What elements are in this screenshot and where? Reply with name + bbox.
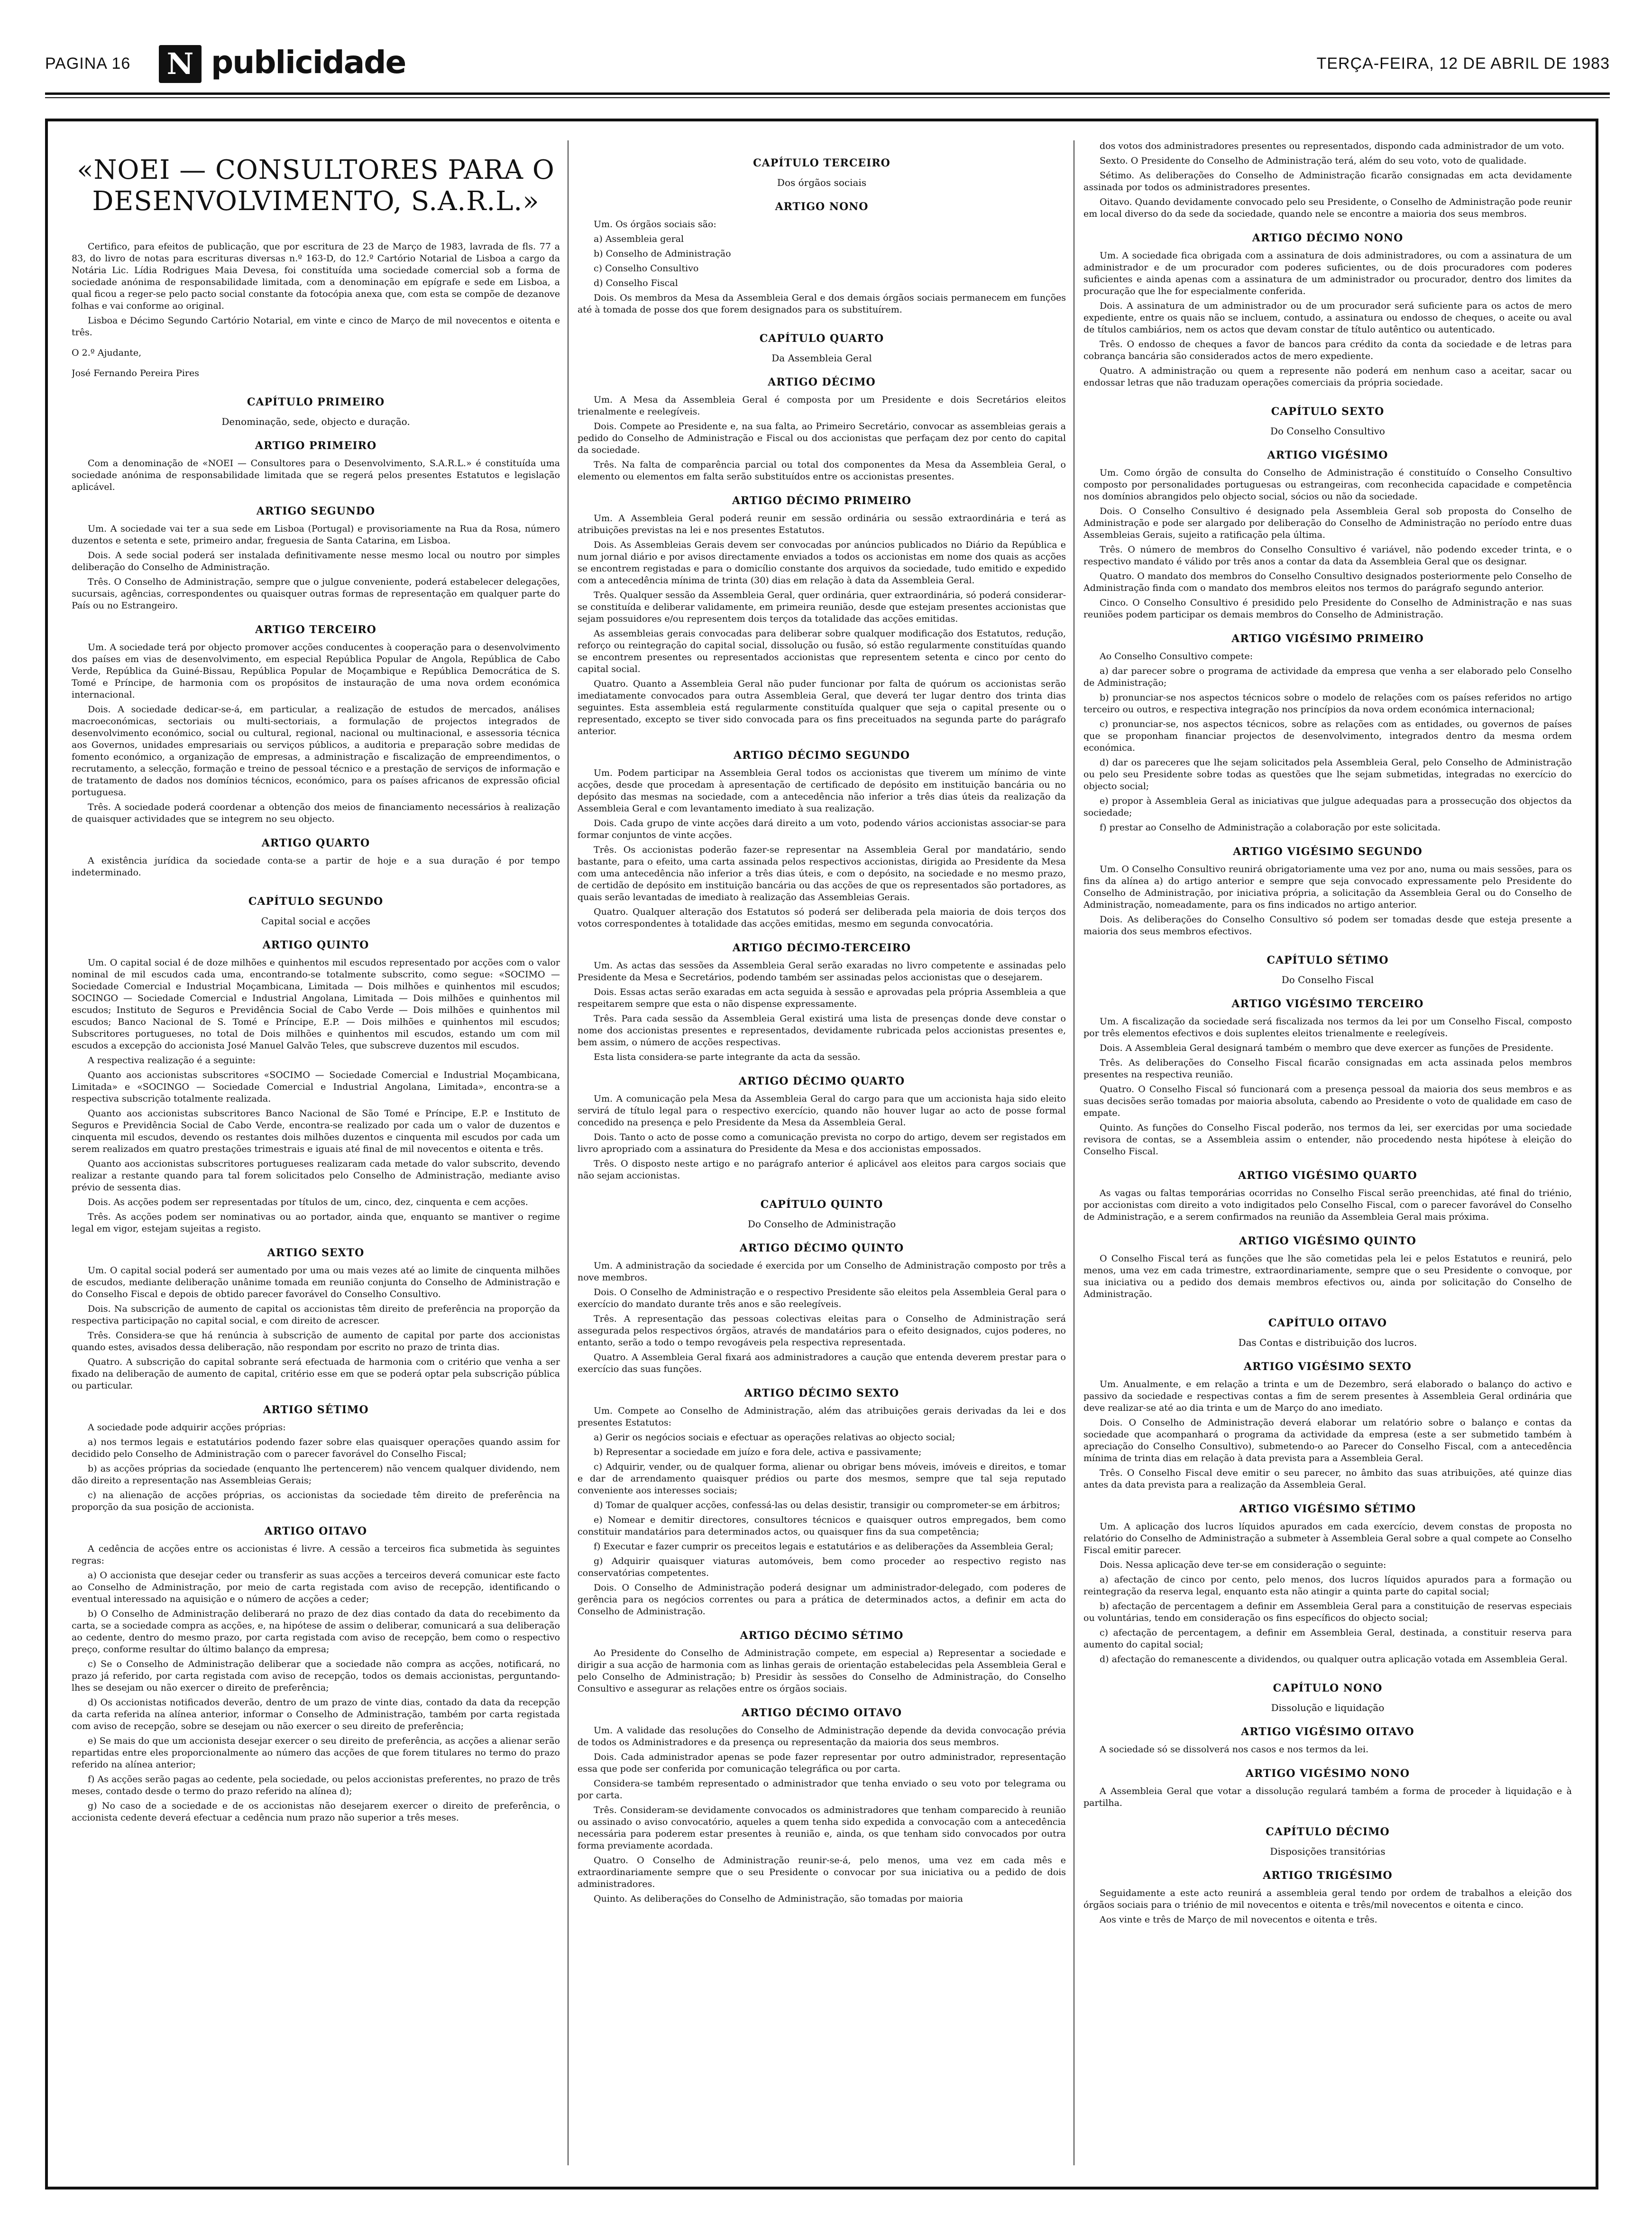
clause-paragraph: e) Se mais do que um accionista desejar exercer o seu direito de preferência, as acções a alienar serão repartidas entre eles proporcionalmente ao número das acções de que forem titulares no termo do prazo referido na alínea anterior; (72, 1736, 560, 1770)
clause-paragraph: Um. A administração da sociedade é exercida por um Conselho de Administração composto por três a nove membros. (578, 1260, 1066, 1283)
clause-paragraph: Três. A representação das pessoas colectivas eleitas para o Conselho de Administração será assegurada pelos respectivos órgãos, através de mandatários para o efeito designados, cujos poderes, no entanto, serão a todo o tempo revogáveis pela respectiva representada. (578, 1314, 1066, 1348)
clause-paragraph: c) afectação de percentagem, a definir em Assembleia Geral, destinada, a constituir reserva para aumento do capital social; (1083, 1628, 1572, 1650)
clause-paragraph: Um. A sociedade fica obrigada com a assinatura de dois administradores, ou com a assinatura de um administrador e de um procurador com poderes suficientes, ou de dois procuradores com poderes suficientes e ainda apenas com a assinatura de um administrador ou procurador, dentro dos limites da procuração que lhe for especialmente conferida. (1083, 250, 1572, 296)
column-2 (578, 140, 1066, 2165)
article-heading: ARTIGO DÉCIMO SEXTO (744, 1387, 899, 1399)
clause-paragraph: Dois. Essas actas serão exaradas em acta seguida à sessão e aprovadas pela própria Assembleia a que respeitarem sempre que esta o não dispense expressamente. (578, 987, 1066, 1009)
clause-paragraph: Com a denominação de «NOEI — Consultores para o Desenvolvimento, S.A.R.L.» é constituída uma sociedade anónima de responsabilidade limitada que se regerá pelos presentes Estatutos e legislação aplicável. (72, 458, 560, 492)
clause-paragraph: f) Executar e fazer cumprir os preceitos legais e estatutários e as deliberações da Assembleia Geral; (594, 1541, 1054, 1552)
clause-paragraph: Dois. O Conselho de Administração e o respectivo Presidente são eleitos pela Assembleia Geral para o exercício do mandato durante três anos e são reelegíveis. (578, 1287, 1066, 1309)
clause-paragraph: g) No caso de a sociedade e de os accionistas não desejarem exercer o direito de preferência, o accionista cedente deverá efectuar a cedência num prazo não superior a três meses. (72, 1801, 560, 1823)
clause-paragraph: Ao Conselho Consultivo compete: (1100, 651, 1253, 662)
clause-paragraph: Esta lista considera-se parte integrante da acta da sessão. (594, 1052, 861, 1062)
clause-paragraph: Dois. As Assembleias Gerais devem ser convocadas por anúncios publicados no Diário da República e num jornal diário e por avisos directamente enviados a todos os accionistas em nome dos quais as acções se encontrem registadas e para o domicílio constante dos arquivos da sociedade, tudo emitido e expedido com a antecedência mínima de trinta (30) dias em relação à data da Assembleia Geral. (578, 540, 1066, 586)
clause-paragraph: Um. As actas das sessões da Assembleia Geral serão exaradas no livro competente e assinadas pelo Presidente da Mesa e Secretários, podendo também ser assinadas pelos accionistas que o desejarem. (578, 960, 1066, 983)
clause-paragraph: Quatro. Quanto a Assembleia Geral não puder funcionar por falta de quórum os accionistas serão imediatamente convocados para outra Assembleia Geral, que deverá ter lugar dentro dos trinta dias seguintes. Esta assembleia está regularmente constituída qualquer que seja o capital presente ou o representado, excepto se tiver sido convocada para os fins preceituados na segunda parte do parágrafo anterior. (578, 679, 1066, 736)
clause-paragraph: c) na alienação de acções próprias, os accionistas da sociedade têm direito de preferência na proporção da sua posição de accionista. (72, 1490, 560, 1512)
column-divider (568, 140, 569, 2165)
clause-paragraph: Dois. As deliberações do Conselho Consultivo só podem ser tomadas desde que esteja presente a maioria dos seus membros efectivos. (1083, 914, 1572, 937)
column-1 (72, 140, 560, 2165)
article-heading: ARTIGO VIGÉSIMO QUINTO (1239, 1235, 1416, 1247)
clause-paragraph: Sexto. O Presidente do Conselho de Administração terá, além do seu voto, voto de qualidade. (1100, 156, 1527, 166)
article-heading: ARTIGO VIGÉSIMO SEGUNDO (1233, 846, 1423, 858)
clause-paragraph: Três. Qualquer sessão da Assembleia Geral, quer ordinária, quer extraordinária, só poderá considerar-se constituída e deliberar validamente, em primeira reunião, desde que estejam presentes accionistas que sejam possuidores e/ou representem dois terços da totalidade das acções emitidas. (578, 590, 1066, 624)
clause-paragraph: Um. A aplicação dos lucros líquidos apurados em cada exercício, devem constas de proposta no relatório do Conselho de Administração a submeter à Assembleia Geral sobre a qual compete ao Conselho Fiscal emitir parecer. (1083, 1521, 1572, 1555)
clause-paragraph: As assembleias gerais convocadas para deliberar sobre qualquer modificação dos Estatutos, redução, reforço ou reintegração do capital social, dissolução ou fusão, só estão regularmente constituídas quando se encontrem presentes ou representados accionistas que representem setenta e cinco por cento do capital social. (578, 628, 1066, 674)
article-heading: ARTIGO NONO (775, 201, 869, 213)
clause-paragraph: Dois. O Conselho de Administração poderá designar um administrador-delegado, com poderes de gerência para os negócios correntes ou para a prática de determinados actos, a definir em acta do Conselho de Administração. (578, 1582, 1066, 1617)
page-number: PAGINA 16 (45, 55, 131, 73)
clause-paragraph: Dois. A sociedade dedicar-se-á, em particular, a realização de estudos de mercados, análises macroeconómicas, sectoriais ou multi-sectoriais, a formulação de projectos integrados de desenvolvimento económico, social ou cultural, regional, nacional ou multinacional, e assessoria técnica aos Governos, unidades empresariais ou serviços públicos, a auditoria e preparação sobre medidas de fomento económico, a organização de empresas, a administração e fiscalização de empreendimentos, o recrutamento, a selecção, formação e treino de pessoal técnico e a prestação de serviços de informação e de tratamento de dados nos domínios técnicos, económico, para os países africanos de expressão oficial portuguesa. (72, 704, 560, 798)
clause-paragraph: Um. Compete ao Conselho de Administração, além das atribuições gerais derivadas da lei e dos presentes Estatutos: (578, 1406, 1066, 1428)
chapter-heading: CAPÍTULO DÉCIMO (1266, 1826, 1390, 1838)
article-heading: ARTIGO DÉCIMO QUARTO (738, 1075, 905, 1087)
clause-paragraph: A existência jurídica da sociedade conta-se a partir de hoje e a sua duração é por tempo indeterminado. (72, 856, 560, 878)
clause-paragraph: Oitavo. Quando devidamente convocado pelo seu Presidente, o Conselho de Administração pode reunir em local diverso do da sede da sociedade, quando nele se encontre a maioria dos seus membros. (1083, 197, 1572, 219)
chapter-heading: CAPÍTULO OITAVO (1268, 1317, 1387, 1329)
intro-paragraph: Lisboa e Décimo Segundo Cartório Notarial, em vinte e cinco de Março de mil novecentos e oitenta e três. (72, 315, 560, 338)
clause-paragraph: Um. Anualmente, e em relação a trinta e um de Dezembro, será elaborado o balanço do activo e passivo da sociedade e respectivas contas a fim de serem presentes à Assembleia Geral ordinária que deve realizar-se até ao dia trinta e um de Março do ano imediato. (1083, 1379, 1572, 1413)
clause-paragraph: A Assembleia Geral que votar a dissolução regulará também a forma de proceder à liquidação e à partilha. (1083, 1786, 1572, 1808)
article-heading: ARTIGO VIGÉSIMO (1267, 449, 1388, 461)
clause-paragraph: Três. Na falta de comparência parcial ou total dos componentes da Mesa da Assembleia Geral, o elemento ou elementos em falta serão substituídos entre os accionistas presentes. (578, 460, 1066, 482)
article-heading: ARTIGO VIGÉSIMO TERCEIRO (1231, 998, 1424, 1010)
chapter-subtitle: Dos órgãos sociais (777, 177, 867, 188)
clause-paragraph: c) pronunciar-se, nos aspectos técnicos, sobre as relações com as entidades, ou governos de países que se proponham financiar projectos de desenvolvimento, integrados dentro da mesma ordem económica. (1083, 719, 1572, 753)
article-heading: ARTIGO VIGÉSIMO SEXTO (1244, 1361, 1412, 1373)
clause-paragraph: Dois. Nessa aplicação deve ter-se em consideração o seguinte: (1100, 1560, 1386, 1570)
article-heading: ARTIGO SEXTO (267, 1247, 365, 1259)
chapter-subtitle: Denominação, sede, objecto e duração. (221, 416, 410, 427)
clause-paragraph: a) Assembleia geral (594, 234, 684, 244)
clause-paragraph: Aos vinte e três de Março de mil novecentos e oitenta e três. (1100, 1914, 1377, 1925)
clause-paragraph: Três. Os accionistas poderão fazer-se representar na Assembleia Geral por mandatário, sendo bastante, para o efeito, uma carta assinada pelos respectivos accionistas, dirigida ao Presidente da Mesa com uma antecedência não inferior a três dias úteis, e com o depósito, na sociedade e no mesmo prazo, de certidão de depósito em instituição bancária ou das acções de que os representados são portadores, as quais serão levantadas de imediato à realização das Assembleias Gerais. (578, 845, 1066, 902)
clause-paragraph: Quanto aos accionistas subscritores portugueses realizaram cada metade do valor subscrito, devendo realizar a restante quando para tal forem solicitados pelo Conselho de Administração, mediante aviso prévio de sessenta dias. (72, 1159, 560, 1193)
clause-paragraph: Três. As acções podem ser nominativas ou ao portador, ainda que, enquanto se mantiver o regime legal em vigor, estejam sujeitas a registo. (72, 1212, 560, 1234)
article-heading: ARTIGO TRIGÉSIMO (1263, 1869, 1393, 1882)
clause-paragraph: Quatro. O mandato dos membros do Conselho Consultivo designados posteriormente pelo Conselho de Administração finda com o mandato dos membros eleitos nos termos do parágrafo segundo anterior. (1083, 571, 1572, 593)
clause-paragraph: Dois. Os membros da Mesa da Assembleia Geral e dos demais órgãos sociais permanecem em funções até à tomada de posse dos que forem designados para os substituírem. (578, 293, 1066, 315)
clause-paragraph: e) propor à Assembleia Geral as iniciativas que julgue adequadas para a prossecução dos objectos da sociedade; (1083, 796, 1572, 818)
clause-paragraph: a) afectação de cinco por cento, pelo menos, dos lucros líquidos apurados para a formação ou reintegração da reserva legal, enquanto esta não atingir a quinta parte do capital social; (1083, 1574, 1572, 1597)
chapter-subtitle: Do Conselho Fiscal (1281, 974, 1374, 985)
clause-paragraph: d) afectação do remanescente a dividendos, ou qualquer outra aplicação votada em Assembleia Geral. (1100, 1654, 1568, 1665)
clause-paragraph: e) Nomear e demitir directores, consultores técnicos e quaisquer outros empregados, bem como constituir mandatários para determinados actos, ou quaisquer fins da sua competência; (578, 1515, 1066, 1537)
clause-paragraph: Quatro. O Conselho Fiscal só funcionará com a presença pessoal da maioria dos seus membros e as suas decisões serão tomadas por maioria absoluta, cabendo ao Presidente o voto de qualidade em caso de empate. (1083, 1084, 1572, 1118)
clause-paragraph: Três. O número de membros do Conselho Consultivo é variável, não podendo exceder trinta, e o respectivo mandato é válido por três anos a contar da data da Assembleia Geral que os designar. (1083, 544, 1572, 567)
clause-paragraph: Quatro. A subscrição do capital sobrante será efectuada de harmonia com o critério que venha a ser fixado na deliberação de aumento de capital, critério esse em que se poderá optar pela subscrição pública ou particular. (72, 1357, 560, 1391)
article-heading: ARTIGO VIGÉSIMO SÉTIMO (1239, 1503, 1416, 1515)
clause-paragraph: d) Tomar de qualquer acções, confessá-las ou delas desistir, transigir ou comprometer-se em árbitros; (594, 1500, 1060, 1510)
ad-title: «NOEI — CONSULTORES PARA O DESENVOLVIMENTO, S.A.R.L.» (77, 155, 555, 217)
clause-paragraph: Três. As deliberações do Conselho Fiscal ficarão consignadas em acta assinada pelos membros presentes na respectiva reunião. (1083, 1058, 1572, 1080)
clause-paragraph: d) dar os pareceres que lhe sejam solicitados pela Assembleia Geral, pelo Conselho de Administração ou pelo seu Presidente sobre todas as questões que lhe sejam submetidas, integradas no exercício do objecto social; (1083, 757, 1572, 791)
clause-paragraph: b) as acções próprias da sociedade (enquanto lhe pertencerem) não vencem qualquer dividendo, nem dão direito a representação nas Assembleias Gerais; (72, 1463, 560, 1486)
clause-paragraph: Três. O endosso de cheques a favor de bancos para crédito da conta da sociedade e de letras para cobrança bancária são considerados actos de mero expediente. (1083, 339, 1572, 361)
masthead-rule-thin (45, 97, 1610, 98)
clause-paragraph: Um. A sociedade vai ter a sua sede em Lisboa (Portugal) e provisoriamente na Rua da Rosa, número duzentos e setenta e sete, primeiro andar, freguesia de Santa Catarina, em Lisboa. (72, 524, 560, 546)
clause-paragraph: Três. O Conselho Fiscal deve emitir o seu parecer, no âmbito das suas atribuições, até quinze dias antes da data prevista para a realização da Assembleia Geral. (1083, 1468, 1572, 1490)
clause-paragraph: d) Os accionistas notificados deverão, dentro de um prazo de vinte dias, contado da data da recepção da carta referida na alínea anterior, informar o Conselho de Administração, também por carta registada com aviso de recepção, sobre se desejam ou não exercer o seu direito de preferência; (72, 1697, 560, 1731)
clause-paragraph: c) Se o Conselho de Administração deliberar que a sociedade não compra as acções, notificará, no prazo já referido, por carta registada com aviso de recepção, todos os demais accionistas, perguntando-lhes se desejam ou não exercer o direito de preferência; (72, 1659, 560, 1693)
clause-paragraph: A respectiva realização é a seguinte: (88, 1055, 256, 1066)
clause-paragraph: b) Conselho de Administração (594, 248, 731, 259)
article-heading: ARTIGO DÉCIMO OITAVO (741, 1707, 902, 1719)
section-title: publicidade (211, 44, 406, 81)
clause-paragraph: A sociedade só se dissolverá nos casos e nos termos da lei. (1100, 1744, 1369, 1755)
column-1-body (72, 396, 560, 1824)
clause-paragraph: A cedência de acções entre os accionistas é livre. A cessão a terceiros fica submetida às seguintes regras: (72, 1544, 560, 1566)
clause-paragraph: c) Adquirir, vender, ou de qualquer forma, alienar ou obrigar bens móveis, imóveis e direitos, e tomar e dar de arrendamento quaisquer prédios ou parte dos mesmos, sempre que tal seja reputado conveniente aos interesses sociais; (578, 1462, 1066, 1496)
clause-paragraph: dos votos dos administradores presentes ou representados, dispondo cada administrador de um voto. (1100, 141, 1564, 151)
clause-paragraph: Quatro. A administração ou quem a represente não poderá em nenhum caso a aceitar, sacar ou endossar letras que não traduzam operações comerciais da própria sociedade. (1083, 366, 1572, 388)
clause-paragraph: Três. Para cada sessão da Assembleia Geral existirá uma lista de presenças donde deve constar o nome dos accionistas presentes e representados, devidamente rubricada pelos accionistas presentes e, bem assim, o número de acções respectivas. (578, 1013, 1066, 1048)
clause-paragraph: Dois. Cada grupo de vinte acções dará direito a um voto, podendo vários accionistas associar-se para formar conjuntos de vinte acções. (578, 818, 1066, 840)
clause-paragraph: a) Gerir os negócios sociais e efectuar as operações relativas ao objecto social; (594, 1432, 955, 1443)
clause-paragraph: As vagas ou faltas temporárias ocorridas no Conselho Fiscal serão preenchidas, até final do triénio, por accionistas com direito a voto indigitados pelo Conselho Fiscal, com o parecer favorável do Conselho de Administração, e a serem confirmados na reunião da Assembleia Geral mais próxima. (1083, 1188, 1572, 1222)
clause-paragraph: g) Adquirir quaisquer viaturas automóveis, bem como proceder ao respectivo registo nas conservatórias competentes. (578, 1556, 1066, 1578)
chapter-heading: CAPÍTULO SEXTO (1271, 405, 1385, 418)
clause-paragraph: f) prestar ao Conselho de Administração a colaboração por este solicitada. (1100, 822, 1441, 833)
clause-paragraph: Um. A sociedade terá por objecto promover acções conducentes à cooperação para o desenvolvimento dos países em vias de desenvolvimento, em especial República Popular de Angola, República de Cabo Verde, República da Guiné-Bissau, República Popular de Moçambique e República Democrática de S. Tomé e Príncipe, de harmonia com os propósitos de instauração de uma nova ordem económica internacional. (72, 642, 560, 700)
clause-paragraph: Quatro. Qualquer alteração dos Estatutos só poderá ser deliberada pela maioria de dois terços dos votos correspondentes à totalidade das acções emitidas, mesmo em segunda convocatória. (578, 907, 1066, 929)
newspaper-logo-icon: N (159, 45, 202, 83)
chapter-subtitle: Disposições transitórias (1270, 1846, 1386, 1857)
clause-paragraph: Quanto aos accionistas subscritores Banco Nacional de São Tomé e Príncipe, E.P. e Instituto de Seguros e Previdência Social de Cabo Verde, encontra-se realizado por cada um o valor de duzentos e cinquenta mil escudos, devendo os restantes dois milhões duzentos e cinquenta mil escudos por cada um serem realizados em quatro prestações trimestrais e iguais até final de mil novecentos e oitenta e três. (72, 1108, 560, 1154)
chapter-subtitle: Das Contas e distribuição dos lucros. (1238, 1337, 1417, 1348)
chapter-subtitle: Do Conselho de Administração (747, 1218, 896, 1230)
article-heading: ARTIGO QUINTO (262, 939, 369, 951)
clause-paragraph: Dois. Compete ao Presidente e, na sua falta, ao Primeiro Secretário, convocar as assembleias gerais a pedido do Conselho de Administração e Fiscal ou dos accionistas que perfaçam dez por cento do capital da sociedade. (578, 421, 1066, 455)
article-heading: ARTIGO VIGÉSIMO NONO (1245, 1767, 1410, 1780)
clause-paragraph: Um. Podem participar na Assembleia Geral todos os accionistas que tiverem um mínimo de vinte acções, desde que procedam à apresentação de certificado de depósito em instituição bancária ou no depósito das mesmas na sociedade, com a antecedência não inferior a três dias úteis da realização da Assembleia Geral e com levantamento imediato à sua realização. (578, 768, 1066, 814)
clause-paragraph: Dois. A sede social poderá ser instalada definitivamente nesse mesmo local ou noutro por simples deliberação do Conselho de Administração. (72, 550, 560, 572)
article-heading: ARTIGO SÉTIMO (263, 1404, 369, 1416)
clause-paragraph: Um. O capital social é de doze milhões e quinhentos mil escudos representado por acções com o valor nominal de mil escudos cada uma, encontrando-se totalmente subscrito, como segue: «SOCIMO — Sociedade Comercial e Industrial Moçambicana, Limitada — Dois milhões e quinhentos mil escudos; SOCINGO — Sociedade Comercial e Industrial Angolana, Limitada — Dois milhões e quinhentos mil escudos; Instituto de Seguros e Previdência Social de Cabo Verde — Dois milhões e quinhentos mil escudos; Banco Nacional de S. Tomé e Príncipe, E.P. — Dois milhões e quinhentos mil escudos; Subscritores portugueses, no total de Dois milhões e quinhentos mil escudos, estando um com mil escudos a excepção do accionista José Manuel Galvão Teles, que subscreve duzentos mil escudos. (72, 957, 560, 1051)
clause-paragraph: Dois. A assinatura de um administrador ou de um procurador será suficiente para os actos de mero expediente, entre os quais não se incluem, contudo, a assinatura ou endosso de cheques, o aceite ou aval de títulos cambiários, nem os actos que devam constar de título autêntico ou autenticado. (1083, 301, 1572, 335)
clause-paragraph: Dois. O Conselho de Administração deverá elaborar um relatório sobre o balanço e contas da sociedade que acompanhará o programa da actividade da empresa (este a ser submetido também à apreciação do Conselho Consultivo), submetendo-o ao Parecer do Conselho Fiscal, com a antecedência mínima de trinta dias em relação à data prevista para a Assembleia Geral. (1083, 1417, 1572, 1463)
clause-paragraph: Um. Como órgão de consulta do Conselho de Administração é constituído o Conselho Consultivo composto por personalidades portuguesas ou estrangeiras, com reconhecida capacidade e competência nos domínios abrangidos pelo objecto social, sócios ou não da sociedade. (1083, 468, 1572, 502)
clause-paragraph: Quinto. As funções do Conselho Fiscal poderão, nos termos da lei, ser exercidas por uma sociedade revisora de contas, se a Assembleia assim o entender, não procedendo nesta hipótese à eleição do Conselho Fiscal. (1083, 1122, 1572, 1157)
chapter-heading: CAPÍTULO QUARTO (759, 332, 884, 345)
chapter-heading: CAPÍTULO SÉTIMO (1267, 954, 1389, 966)
clause-paragraph: Um. A Mesa da Assembleia Geral é composta por um Presidente e dois Secretários eleitos trienalmente e reelegíveis. (578, 395, 1066, 417)
clause-paragraph: b) afectação de percentagem a definir em Assembleia Geral para a constituição de reservas especiais ou voluntárias, tendo em consideração os fins específicos do objecto social; (1083, 1601, 1572, 1623)
clause-paragraph: Quatro. A Assembleia Geral fixará aos administradores a caução que entenda deverem prestar para o exercício das suas funções. (578, 1352, 1066, 1374)
article-heading: ARTIGO SEGUNDO (256, 505, 376, 517)
clause-paragraph: a) dar parecer sobre o programa de actividade da empresa que venha a ser elaborado pelo Conselho de Administração; (1083, 666, 1572, 688)
chapter-heading: CAPÍTULO TERCEIRO (753, 157, 890, 169)
chapter-heading: CAPÍTULO QUINTO (760, 1198, 883, 1211)
clause-paragraph: a) O accionista que desejar ceder ou transferir as suas acções a terceiros deverá comunicar este facto ao Conselho de Administração, por meio de carta registada com aviso de recepção, identificando o eventual interessado na aquisição e o número de acções a ceder; (72, 1570, 560, 1604)
clause-paragraph: Dois. Tanto o acto de posse como a comunicação prevista no corpo do artigo, devem ser registados em livro apropriado com a assinatura do Presidente da Mesa e dos accionistas empossados. (578, 1132, 1066, 1154)
clause-paragraph: Um. O capital social poderá ser aumentado por uma ou mais vezes até ao limite de cinquenta milhões de escudos, mediante deliberação unânime tomada em reunião conjunta do Conselho de Administração e do Conselho Fiscal e depois de obtido parecer favorável do Conselho Consultivo. (72, 1265, 560, 1299)
chapter-subtitle: Da Assembleia Geral (771, 352, 872, 364)
clause-paragraph: Um. A fiscalização da sociedade será fiscalizada nos termos da lei por um Conselho Fiscal, composto por três elementos efectivos e dois suplentes eleitos trienalmente e reelegíveis. (1083, 1016, 1572, 1039)
clause-paragraph: Um. O Conselho Consultivo reunirá obrigatoriamente uma vez por ano, numa ou mais sessões, para os fins da alínea a) do artigo anterior e sempre que seja convocado expressamente pelo Presidente do Conselho de Administração, por iniciativa própria, a solicitação da Assembleia Geral ou do Conselho de Administração, nomeadamente, para os fins indicados no artigo anterior. (1083, 864, 1572, 910)
article-heading: ARTIGO DÉCIMO SÉTIMO (740, 1629, 904, 1642)
article-heading: ARTIGO QUARTO (261, 837, 370, 849)
article-heading: ARTIGO OITAVO (264, 1525, 367, 1537)
clause-paragraph: b) O Conselho de Administração deliberará no prazo de dez dias contado da data do recebimento da carta, se a sociedade compra as acções, e, na hipótese de assim o deliberar, comunicará a sua deliberação ao cedente, dentro do mesmo prazo, por carta registada com aviso de recepção, bem como o respectivo preço, conforme resultar do último balanço da empresa; (72, 1609, 560, 1655)
article-heading: ARTIGO DÉCIMO NONO (1252, 232, 1404, 244)
masthead-rule (45, 92, 1610, 95)
article-heading: ARTIGO DÉCIMO QUINTO (739, 1242, 904, 1254)
article-heading: ARTIGO DÉCIMO PRIMEIRO (732, 495, 912, 507)
clause-paragraph: Três. Considera-se que há renúncia à subscrição de aumento de capital por parte dos accionistas quando estes, avisados dessa deliberação, não respondam por escrito no prazo de trinta dias. (72, 1330, 560, 1352)
clause-paragraph: Três. O Conselho de Administração, sempre que o julgue conveniente, poderá estabelecer delegações, sucursais, agências, correspondentes ou quaisquer outras formas de representação em qualquer parte do País ou no Estrangeiro. (72, 577, 560, 611)
clause-paragraph: Três. A sociedade poderá coordenar a obtenção dos meios de financiamento necessários à realização de quaisquer actividades que se integrem no seu objecto. (72, 802, 560, 824)
clause-paragraph: Dois. A Assembleia Geral designará também o membro que deve exercer as funções de Presidente. (1100, 1043, 1554, 1053)
clause-paragraph: Dois. O Conselho Consultivo é designado pela Assembleia Geral sob proposta do Conselho de Administração e pode ser alargado por deliberação do Conselho de Administração no período entre duas Assembleias Gerais, sujeito a ratificação pela última. (1083, 506, 1572, 540)
clause-paragraph: b) Representar a sociedade em juízo e fora dele, activa e passivamente; (594, 1447, 922, 1457)
masthead (45, 40, 1610, 88)
clause-paragraph: c) Conselho Consultivo (594, 263, 699, 274)
clause-paragraph: O Conselho Fiscal terá as funções que lhe são cometidas pela lei e pelos Estatutos e reunirá, pelo menos, uma vez em cada trimestre, extraordinariamente, sempre que o seu Presidente o convoque, por sua iniciativa ou a pedido dos demais membros efectivos ou, ainda por solicitação do Conselho de Administração. (1083, 1253, 1572, 1299)
clause-paragraph: Considera-se também representado o administrador que tenha enviado o seu voto por telegrama ou por carta. (578, 1778, 1066, 1801)
article-heading: ARTIGO DÉCIMO-TERCEIRO (732, 942, 911, 954)
clause-paragraph: Três. Consideram-se devidamente convocados os administradores que tenham comparecido à reunião ou assinado o aviso convocatório, aqueles a quem tenha sido expedida a convocação com a antecedência necessária para poderem estar presentes à reunião e, ainda, os que tenham sido convocados por outra forma previamente acordada. (578, 1805, 1066, 1851)
clause-paragraph: Quinto. As deliberações do Conselho de Administração, são tomadas por maioria (594, 1894, 963, 1904)
clause-paragraph: a) nos termos legais e estatutários podendo fazer sobre elas quaisquer operações quando assim for decidido pelo Conselho de Administração com o parecer favorável do Conselho Fiscal; (72, 1437, 560, 1459)
article-heading: ARTIGO DÉCIMO (768, 376, 876, 388)
clause-paragraph: f) As acções serão pagas ao cedente, pela sociedade, ou pelos accionistas preferentes, no prazo de três meses, contado desde o termo do prazo referido na alínea d); (72, 1774, 560, 1796)
clause-paragraph: Cinco. O Conselho Consultivo é presidido pelo Presidente do Conselho de Administração e nas suas reuniões podem participar os demais membros do Conselho de Administração. (1083, 598, 1572, 620)
clause-paragraph: Dois. As acções podem ser representadas por títulos de um, cinco, dez, cinquenta e cem acções. (88, 1197, 528, 1207)
chapter-subtitle: Do Conselho Consultivo (1270, 425, 1385, 437)
clause-paragraph: Quanto aos accionistas subscritores «SOCIMO — Sociedade Comercial e Industrial Moçambicana, Limitada» e «SOCINGO — Sociedade Comercial e Industrial Angolana, Limitada», encontra-se a respectiva subscrição totalmente realizada. (72, 1070, 560, 1104)
chapter-heading: CAPÍTULO SEGUNDO (248, 895, 384, 908)
article-heading: ARTIGO VIGÉSIMO OITAVO (1241, 1726, 1414, 1738)
article-heading: ARTIGO VIGÉSIMO QUARTO (1238, 1169, 1417, 1182)
issue-date: TERÇA-FEIRA, 12 DE ABRIL DE 1983 (1316, 55, 1610, 73)
chapter-subtitle: Capital social e acções (261, 915, 371, 927)
article-heading: ARTIGO TERCEIRO (255, 624, 376, 636)
clause-paragraph: Dois. Na subscrição de aumento de capital os accionistas têm direito de preferência na proporção da respectiva participação no capital social, e com direito de acrescer. (72, 1304, 560, 1326)
clause-paragraph: b) pronunciar-se nos aspectos técnicos sobre o modelo de relações com os países referidos no artigo terceiro ou outros, e respectiva integração nos princípios da nova ordem económica internacional; (1083, 692, 1572, 715)
clause-paragraph: Seguidamente a este acto reunirá a assembleia geral tendo por ordem de trabalhos a eleição dos órgãos sociais para o triénio de mil novecentos e oitenta e três/mil novecentos e oitenta e cinco. (1083, 1888, 1572, 1910)
clause-paragraph: Um. Os órgãos sociais são: (594, 219, 716, 230)
chapter-heading: CAPÍTULO NONO (1273, 1682, 1383, 1694)
intro-paragraph: Certifico, para efeitos de publicação, que por escritura de 23 de Março de 1983, lavrada de fls. 77 a 83, do livro de notas para escrituras diversas n.º 163-D, do 12.º Cartório Notarial de Lisboa a cargo da Notária Lic. Lídia Rodrigues Maia Devesa, foi constituída uma sociedade comercial sob a forma de sociedade anónima de responsabilidade limitada, com a denominação em epígrafe e sede em Lisboa, a qual ficou a reger-se pelo pacto social constante da fotocópia anexa que, com esta se compõe de dezanove folhas e vai conforme ao original. (72, 241, 560, 311)
article-heading: ARTIGO PRIMEIRO (255, 440, 377, 452)
clause-paragraph: A sociedade pode adquirir acções próprias: (88, 1422, 286, 1433)
clause-paragraph: Um. A Assembleia Geral poderá reunir em sessão ordinária ou sessão extraordinária e terá as atribuições previstas na lei e nos presentes Estatutos. (578, 513, 1066, 535)
advertisement-frame (45, 119, 1598, 2189)
column-3 (1083, 140, 1572, 2165)
clause-paragraph: Um. A validade das resoluções do Conselho de Administração depende da devida convocação prévia de todos os Administradores e da presença ou representação da maioria dos seus membros. (578, 1725, 1066, 1748)
signature-role: O 2.º Ajudante, (72, 348, 142, 358)
clause-paragraph: Ao Presidente do Conselho de Administração compete, em especial a) Representar a sociedade e dirigir a sua acção de harmonia com as linhas gerais de orientação estabelecidas pela Assembleia Geral e pelo Conselho de Administração; b) Presidir às sessões do Conselho de Administração, do Conselho Consultivo e assegurar as relações entre os órgãos sociais. (578, 1648, 1066, 1694)
clause-paragraph: Quatro. O Conselho de Administração reunir-se-á, pelo menos, uma vez em cada mês e extraordinariamente sempre que o seu Presidente o convocar por sua iniciativa ou a pedido de dois administradores. (578, 1855, 1066, 1889)
signature-name: José Fernando Pereira Pires (72, 368, 199, 378)
clause-paragraph: Sétimo. As deliberações do Conselho de Administração ficarão consignadas em acta devidamente assinada por todos os administradores presentes. (1083, 170, 1572, 193)
chapter-subtitle: Dissolução e liquidação (1271, 1702, 1385, 1713)
clause-paragraph: Três. O disposto neste artigo e no parágrafo anterior é aplicável aos eleitos para cargos sociais que não sejam accionistas. (578, 1159, 1066, 1181)
chapter-heading: CAPÍTULO PRIMEIRO (247, 396, 385, 408)
clause-paragraph: Dois. Cada administrador apenas se pode fazer representar por outro administrador, representação essa que pode ser conferida por comunicação telegráfica ou por carta. (578, 1752, 1066, 1774)
article-heading: ARTIGO DÉCIMO SEGUNDO (733, 749, 910, 762)
clause-paragraph: d) Conselho Fiscal (594, 278, 678, 288)
clause-paragraph: Um. A comunicação pela Mesa da Assembleia Geral do cargo para que um accionista haja sido eleito servirá de título legal para o respectivo exercício, quando não houver lugar ao acto de posse formal concedido na presença e pelo Presidente da Mesa da Assembleia Geral. (578, 1094, 1066, 1128)
article-heading: ARTIGO VIGÉSIMO PRIMEIRO (1231, 633, 1424, 645)
